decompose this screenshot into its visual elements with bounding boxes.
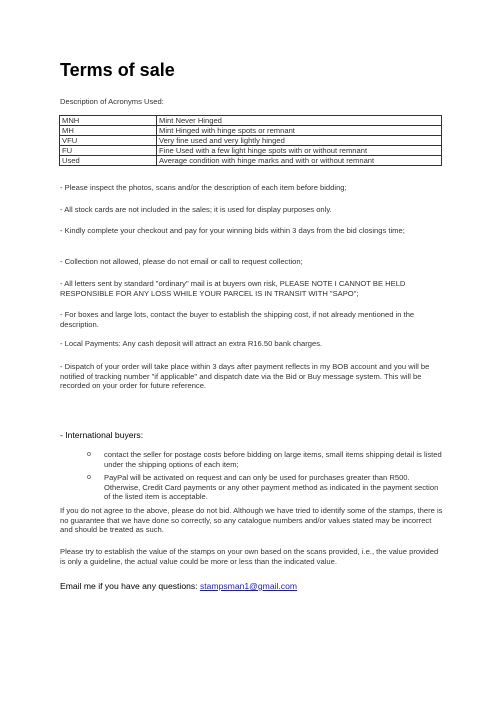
bullet-icon: o (87, 474, 91, 481)
acronym-meaning: Very fine used and very lightly hinged (157, 136, 442, 146)
page-title: Terms of sale (60, 60, 175, 80)
table-row (60, 116, 442, 126)
contact-label: Email me if you have any questions: (60, 581, 200, 591)
table-row (60, 156, 442, 166)
acronym-code: Used (60, 156, 157, 166)
disclaimer: If you do not agree to the above, please do not bid. Although we have tried to identify some of the stamps, there is no guarantee that we have done so correctly, so any catalogue numbers and/or values stated may be incorrect and should be treated as such. (60, 506, 443, 534)
valuation-note: Please try to establish the value of the stamps on your own based on the scans provided, i.e., the value provided is only a guideline, the actual value could be more or less than the indicated value. (60, 547, 439, 566)
acronym-code: MNH (60, 116, 157, 126)
acronym-meaning: Average condition with hinge marks and with or without remnant (157, 156, 442, 166)
term-dispatch: - Dispatch of your order will take place within 3 days after payment reflects in my BOB account and you will be notified of tracking number "if applicable" and dispatch date via the Bid or Buy message system. This will be recorded on your order for future reference. (60, 362, 430, 390)
term-inspect: - Please inspect the photos, scans and/or the description of each item before bidding; (60, 183, 347, 192)
term-boxes: - For boxes and large lots, contact the buyer to establish the shipping cost, if not already mentioned in the description. (60, 310, 415, 329)
acronym-code: VFU (60, 136, 157, 146)
international-heading: - International buyers: (60, 430, 144, 440)
acronym-code: FU (60, 146, 157, 156)
table-row (60, 126, 442, 136)
email-link[interactable]: stampsman1@gmail.com (199, 581, 298, 591)
bullet-icon: o (87, 451, 91, 458)
acronym-meaning: Fine Used with a few light hinge spots with or without remnant (157, 146, 442, 156)
acronym-code: MH (60, 126, 157, 136)
table-row (60, 146, 442, 156)
term-collection: - Collection not allowed, please do not email or call to request collection; (60, 257, 303, 266)
table-row (60, 136, 442, 146)
contact-line (60, 581, 297, 591)
term-stock-cards: - All stock cards are not included in the sales; it is used for display purposes only. (60, 205, 332, 214)
acronym-meaning: Mint Never Hinged (157, 116, 442, 126)
acronyms-heading: Description of Acronyms Used: (60, 97, 164, 106)
term-local-payments: - Local Payments: Any cash deposit will attract an extra R16.50 bank charges. (60, 339, 323, 348)
term-mail-risk: - All letters sent by standard "ordinary" mail is at buyers own risk, PLEASE NOTE I CANNOT BE HELD RESPONSIBLE FOR ANY LOSS WHILE YOUR PARCEL IS IN TRANSIT WITH "SAPO"; (60, 279, 406, 298)
intl-postage-text: contact the seller for postage costs before bidding on large items, small items shipping detail is listed under the shipping options of each item; (104, 450, 442, 469)
intl-paypal-text: PayPal will be activated on request and can only be used for purchases greater than R500. Otherwise, Credit Card payments or any other payment method as indicated in the payment section of the listed item is acceptable. (104, 473, 439, 501)
acronym-meaning: Mint Hinged with hinge spots or remnant (157, 126, 442, 136)
acronyms-table (59, 115, 442, 166)
term-checkout: - Kindly complete your checkout and pay for your winning bids within 3 days from the bid closings time; (60, 226, 405, 235)
